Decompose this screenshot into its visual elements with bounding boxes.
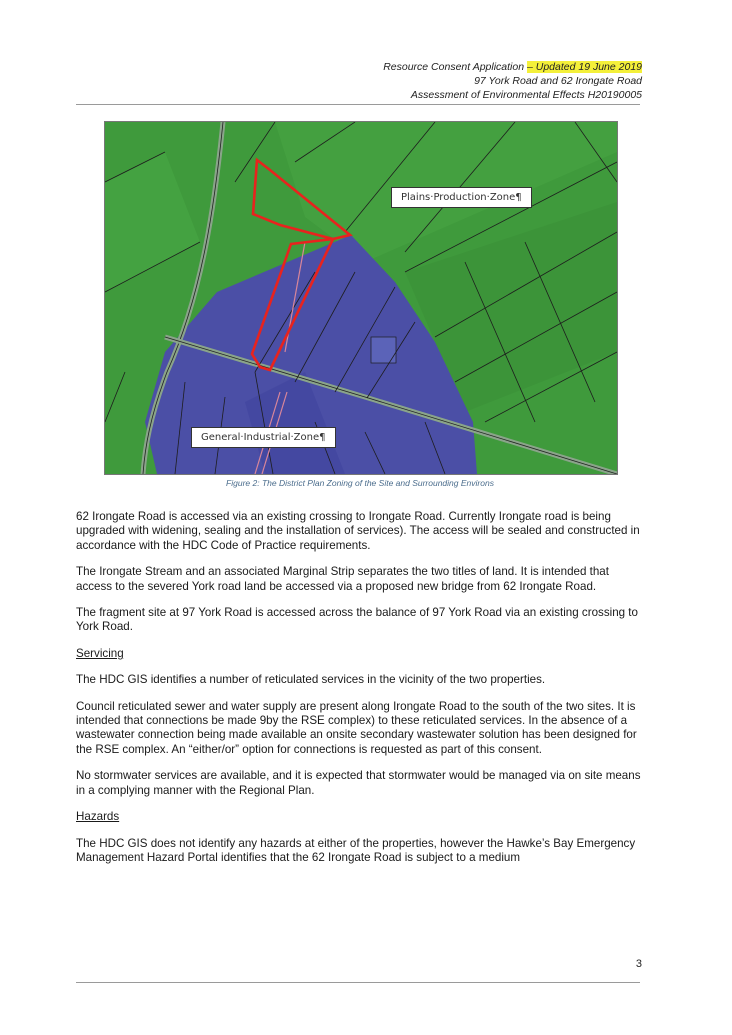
document-header [383, 60, 642, 102]
header-line-2: 97 York Road and 62 Irongate Road [474, 75, 642, 87]
plains-production-zone-label: Plains·Production·Zone¶ [391, 187, 532, 208]
header-divider [76, 104, 640, 105]
paragraph-irongate-stream: The Irongate Stream and an associated Marginal Strip separates the two titles of land. It is intended that access to the severed York road land be accessed via a proposed new bridge from 62 Irongate Road. [76, 565, 609, 593]
heading-servicing: Servicing [76, 646, 124, 660]
page-number: 3 [635, 958, 642, 970]
footer-divider [76, 982, 640, 983]
paragraph-hazards: The HDC GIS does not identify any hazards at either of the properties, however the Hawke’s Bay Emergency Management Hazard Portal identifies that the 62 Irongate Road is subject to a medium [76, 836, 636, 864]
zoning-map [104, 121, 618, 475]
paragraph-gis-services: The HDC GIS identifies a number of reticulated services in the vicinity of the two properties. [76, 673, 546, 687]
paragraph-sewer-water: Council reticulated sewer and water supply are present along Irongate Road to the south of the two sites. It is intended that connections be made 9by the RSE complex) to these reticulated services. In the absence of a wastewater connection being made available an onsite secondary wastewater solution has been designed for the RSE complex. An “either/or” option for connections is requested as part of this consent. [76, 699, 637, 756]
header-title: Resource Consent Application [383, 61, 527, 73]
paragraph-stormwater: No stormwater services are available, and it is expected that stormwater would be managed via on site means in a complying manner with the Regional Plan. [76, 769, 641, 797]
header-line-1 [383, 60, 642, 74]
paragraph-access-irongate: 62 Irongate Road is accessed via an existing crossing to Irongate Road. Currently Irongate road is being upgraded with widening, sealing and the installation of services). The access will be sealed and constructed in accordance with the HDC Code of Practice requirements. [76, 510, 640, 552]
building-footprint [371, 337, 396, 363]
body-text [76, 510, 644, 877]
header-line-3: Assessment of Environmental Effects H20190005 [410, 89, 642, 101]
header-update-highlight: – Updated 19 June 2019 [526, 61, 642, 73]
general-industrial-zone-label: General·Industrial·Zone¶ [191, 427, 336, 448]
heading-hazards: Hazards [76, 810, 120, 824]
paragraph-fragment-site: The fragment site at 97 York Road is accessed across the balance of 97 York Road via an existing crossing to York Road. [76, 606, 638, 634]
figure-caption: Figure 2: The District Plan Zoning of the Site and Surrounding Environs [226, 478, 494, 488]
zoning-map-graphic [105, 122, 617, 474]
